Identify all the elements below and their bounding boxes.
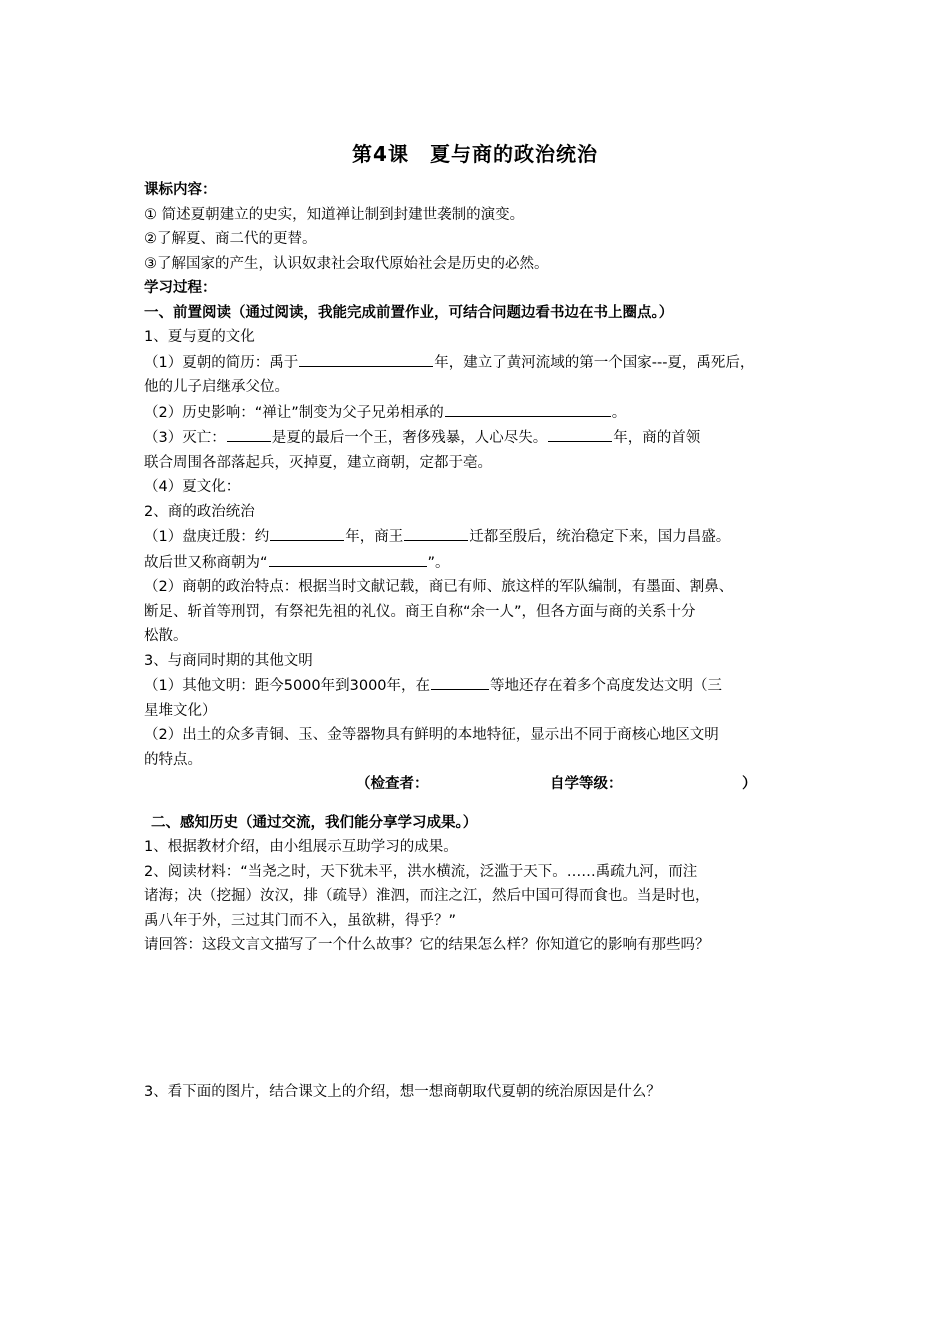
question-text: 是夏的最后一个王，奢侈残暴，人心尽失。 <box>271 430 548 446</box>
answer-blank[interactable] <box>404 524 468 541</box>
answer-blank[interactable] <box>269 550 427 567</box>
part2-item-2-continued: 诸海；决（挖掘）汝汉，排（疏导）淮泗，而注之江，然后中国可得而食也。当是时也， <box>144 888 710 904</box>
question-text: （1）盘庚迁殷：约 <box>144 529 270 545</box>
question-text: （2）历史影响：“禅让”制变为父子兄弟相承的 <box>144 404 444 421</box>
answer-blank[interactable] <box>548 425 612 442</box>
part2-item-2-continued: 禹八年于外，三过其门而不入，虽欲耕，得乎？” <box>144 912 457 929</box>
question-text: 迁都至殷后，统治稳定下来，国力昌盛。 <box>469 529 731 545</box>
section3-title: 3、与商同时期的其他文明 <box>144 652 313 669</box>
curriculum-item: ① 简述夏朝建立的史实，知道禅让制到封建世袭制的演变。 <box>144 206 525 223</box>
question-1 <box>144 350 824 376</box>
question-text: 。 <box>611 404 627 421</box>
question-2 <box>144 400 824 426</box>
checker-label: （检查者： <box>356 776 429 792</box>
question-text: （1）夏朝的简历：禹于 <box>144 354 299 371</box>
curriculum-item: ③了解国家的产生，认识奴隶社会取代原始社会是历史的必然。 <box>144 255 549 272</box>
answer-space[interactable] <box>144 958 824 1080</box>
question-8: （2）出土的众多青铜、玉、金等器物具有鲜明的本地特征，显示出不同于商核心地区文明 <box>144 727 719 743</box>
question-text: （3）灭亡： <box>144 430 226 446</box>
question-6-continued: 松散。 <box>144 628 188 644</box>
part2-item-3: 3、看下面的图片，结合课文上的介绍，想一想商朝取代夏朝的统治原因是什么？ <box>144 1083 661 1100</box>
question-3-continued: 联合周围各部落起兵，灭掉夏，建立商朝，定都于亳。 <box>144 454 492 471</box>
question-text: 年，商的首领 <box>613 430 701 446</box>
question-7 <box>144 673 824 699</box>
worksheet-content <box>144 178 824 1104</box>
answer-blank[interactable] <box>299 350 433 367</box>
part2-question: 请回答：这段文言文描写了一个什么故事？它的结果怎么样？你知道它的影响有那些吗？ <box>144 937 710 953</box>
question-4: （4）夏文化： <box>144 479 241 495</box>
question-3 <box>144 425 824 451</box>
section2-title: 2、商的政治统治 <box>144 503 255 520</box>
answer-blank[interactable] <box>227 425 271 442</box>
curriculum-heading: 课标内容： <box>144 182 217 198</box>
part2-item-1: 1、根据教材介绍，由小组展示互助学习的成果。 <box>144 839 458 855</box>
question-5-continued <box>144 550 824 576</box>
answer-blank[interactable] <box>431 673 489 690</box>
question-text: 年，商王 <box>345 529 404 545</box>
grade-label: 自学等级： <box>550 776 623 792</box>
answer-blank[interactable] <box>270 524 344 541</box>
curriculum-item: ②了解夏、商二代的更替。 <box>144 231 317 247</box>
checker-close: ） <box>742 776 757 792</box>
question-8-continued: 的特点。 <box>144 751 202 768</box>
page-title: 第4课 夏与商的政治统治 <box>352 142 598 166</box>
part2-heading: 二、感知历史（通过交流，我们能分享学习成果。） <box>151 814 478 831</box>
question-5 <box>144 524 824 550</box>
process-heading: 学习过程： <box>144 280 217 296</box>
question-text: ”。 <box>427 554 450 571</box>
question-6: （2）商朝的政治特点：根据当时文献记载，商已有师、旅这样的军队编制，有墨面、割鼻、 <box>144 579 734 595</box>
question-1-continued: 他的儿子启继承父位。 <box>144 379 289 395</box>
answer-blank[interactable] <box>445 400 611 417</box>
question-7-continued: 星堆文化） <box>144 702 217 719</box>
checker-row <box>144 772 824 797</box>
section1-title: 1、夏与夏的文化 <box>144 329 255 345</box>
part1-heading: 一、前置阅读（通过阅读，我能完成前置作业，可结合问题边看书边在书上圈点。） <box>144 304 674 321</box>
question-6-continued: 断足、斩首等刑罚，有祭祀先祖的礼仪。商王自称“余一人”，但各方面与商的关系十分 <box>144 603 696 620</box>
question-text: （1）其他文明：距今5000年到3000年，在 <box>144 678 431 694</box>
question-text: 等地还存在着多个高度发达文明（三 <box>490 678 723 694</box>
part2-item-2: 2、阅读材料：“当尧之时，天下犹未平，洪水横流，泛滥于天下。……禹疏九河，而注 <box>144 863 698 880</box>
question-text: 年，建立了黄河流域的第一个国家---夏，禹死后， <box>434 354 755 371</box>
question-text: 故后世又称商朝为“ <box>144 554 268 571</box>
